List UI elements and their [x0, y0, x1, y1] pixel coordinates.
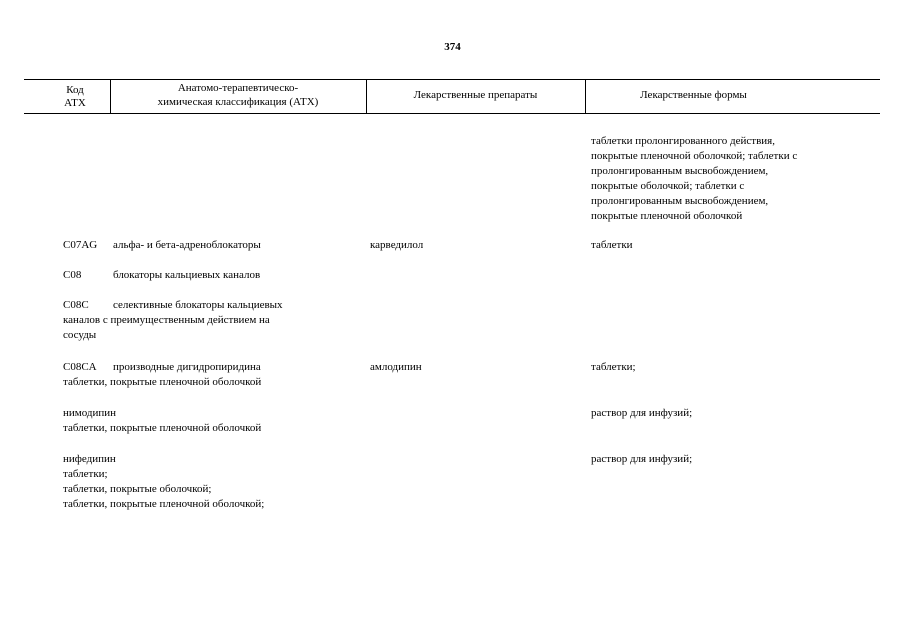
dosage-form: раствор для инфузий;	[591, 453, 693, 465]
dosage-form: раствор для инфузий;	[591, 407, 693, 419]
drug-name: амлодипин	[370, 361, 422, 373]
table-row	[63, 360, 363, 390]
header-code-atx: Код АТХ	[64, 84, 86, 109]
atx-classification: альфа- и бета-адреноблокаторы	[113, 239, 261, 251]
row-forms-continuation: таблетки пролонгированного действия, покрытые пленочной оболочкой; таблетки с пролонгированным высвобождением, покрытые оболочкой; таблетки с пролонгированным высвобождением, покрытые пленочной оболочкой	[591, 135, 798, 222]
column-divider-1	[110, 79, 111, 113]
table-row	[63, 298, 363, 343]
drug-name: карведилол	[370, 239, 424, 251]
table-row	[63, 238, 363, 253]
table-row: нимодипин таблетки, покрытые пленочной оболочкой	[63, 407, 262, 434]
table-header-bottom-rule	[24, 113, 880, 114]
atx-code: C08C	[63, 299, 89, 311]
atx-classification-continued: каналов с преимущественным действием на сосуды	[63, 314, 270, 341]
dosage-form: таблетки;	[591, 361, 636, 373]
page-number: 374	[444, 41, 461, 53]
atx-classification: производные дигидропиридина	[113, 361, 261, 373]
dosage-form: таблетки	[591, 239, 633, 251]
header-atx-classification: Анатомо-терапевтическо- химическая классификация (АТХ)	[157, 82, 319, 108]
header-dosage-forms: Лекарственные формы	[640, 89, 747, 101]
table-row	[63, 268, 363, 283]
table-header-top-rule	[24, 79, 880, 80]
atx-classification: селективные блокаторы кальциевых	[113, 299, 283, 311]
atx-classification: блокаторы кальциевых каналов	[113, 269, 261, 281]
column-divider-3	[585, 79, 586, 113]
table-row: нифедипин таблетки; таблетки, покрытые оболочкой; таблетки, покрытые пленочной оболочкой;	[63, 453, 265, 510]
column-divider-2	[366, 79, 367, 113]
atx-code: C08	[63, 269, 82, 281]
dosage-form-misplaced: таблетки, покрытые пленочной оболочкой	[63, 376, 262, 388]
header-drugs: Лекарственные препараты	[413, 89, 538, 101]
atx-code: C08CA	[63, 361, 97, 373]
atx-code: C07AG	[63, 239, 98, 251]
